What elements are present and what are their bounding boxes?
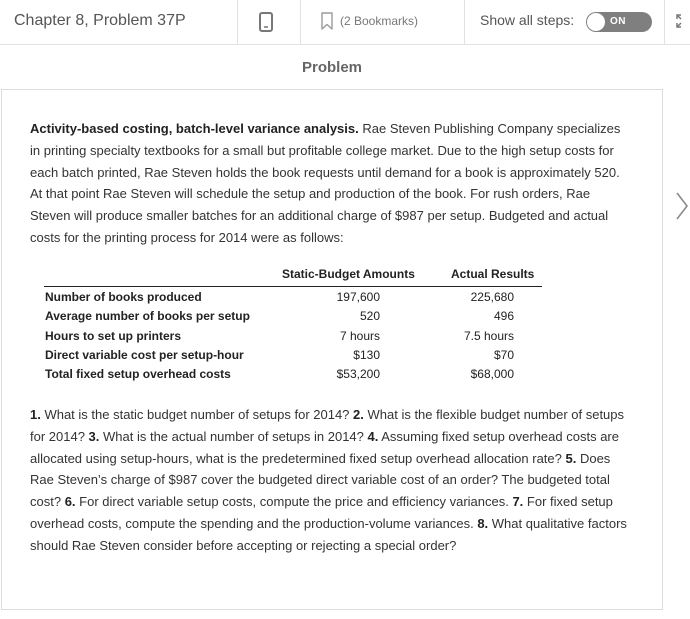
table-cell-actual: $70: [493, 348, 514, 362]
question-number: 5.: [565, 450, 577, 466]
table-header-actual: Actual Results: [451, 267, 535, 281]
show-all-steps-label: Show all steps:: [480, 12, 575, 28]
problem-title: Activity-based costing, batch-level variance analysis.: [30, 121, 359, 136]
table-cell-budget: 520: [359, 309, 380, 323]
table-cell-budget: $130: [353, 348, 380, 362]
table-row-label: Total fixed setup overhead costs: [45, 367, 231, 381]
divider: [300, 0, 301, 44]
table-cell-actual: 225,680: [470, 290, 514, 304]
table-cell-actual: 496: [493, 309, 514, 323]
question-number: 7.: [512, 494, 524, 510]
chevron-right-icon[interactable]: [676, 192, 688, 225]
bookmark-icon[interactable]: [320, 12, 334, 35]
toggle-knob: [587, 13, 605, 31]
table-header-rule: [44, 286, 542, 287]
question-text: For fixed setup overhead costs, compute the spending and the production-volume variances.: [30, 494, 613, 531]
question-number: 2.: [353, 407, 364, 422]
question-text: Assuming fixed setup overhead costs are allocated using setup-hours, what is the predetermined fixed setup overhead allocation rate?: [30, 428, 619, 466]
question-text: What is the actual number of setups in 2014?: [99, 428, 368, 444]
phone-icon[interactable]: [258, 12, 274, 37]
divider: [237, 0, 238, 44]
table-cell-budget: 197,600: [336, 290, 380, 304]
question-text: What qualitative factors should Rae Steven consider before accepting or rejecting a special order?: [30, 515, 627, 553]
problem-intro-text: Rae Steven Publishing Company specializes in printing specialty textbooks for a small but profitable college market. Due to the high setup costs for each batch printed, Rae Steven holds the book requests until demand for a book is approximately 520. At that point Rae Steven will schedule the setup and production of the book. For rush orders, Rae Steven will produce smaller batches for an additional charge of $987 per setup. Budgeted and actual costs for the printing process for 2014 were as follows:: [30, 121, 621, 245]
question-number: 6.: [64, 494, 76, 510]
divider: [664, 0, 665, 44]
show-all-steps-toggle[interactable]: [586, 12, 652, 32]
question-number: 8.: [477, 515, 489, 531]
expand-icon[interactable]: [676, 14, 688, 33]
table-cell-budget: $53,200: [336, 367, 380, 381]
bookmarks-count[interactable]: (2 Bookmarks): [340, 14, 419, 28]
table-row-label: Average number of books per setup: [45, 309, 250, 323]
section-title: Problem: [301, 59, 362, 76]
question-number: 3.: [88, 428, 100, 444]
problem-questions: [30, 404, 634, 557]
table-row-label: Hours to set up printers: [45, 329, 182, 343]
table-row-label: Number of books produced: [45, 290, 202, 304]
table-cell-actual: $68,000: [470, 367, 514, 381]
top-bar: [0, 0, 690, 45]
divider: [464, 0, 465, 44]
chapter-title: Chapter 8, Problem 37P: [14, 12, 186, 29]
problem-intro: [30, 118, 630, 249]
table-cell-actual: 7.5 hours: [463, 329, 514, 343]
table-row-label: Direct variable cost per setup-hour: [45, 348, 244, 362]
question-text: For direct variable setup costs, compute the price and efficiency variances.: [75, 494, 513, 510]
table-header-budget: Static-Budget Amounts: [282, 267, 415, 281]
toggle-state: ON: [610, 16, 626, 27]
question-text: What is the static budget number of setups for 2014?: [40, 407, 354, 422]
question-number: 1.: [30, 407, 41, 422]
question-text: What is the flexible budget number of setups for 2014?: [30, 407, 625, 444]
question-text: Does Rae Steven’s charge of $987 cover the budgeted direct variable cost of an order? The budgeted total cost?: [30, 450, 611, 510]
question-number: 4.: [367, 428, 379, 444]
table-cell-budget: 7 hours: [339, 329, 380, 343]
